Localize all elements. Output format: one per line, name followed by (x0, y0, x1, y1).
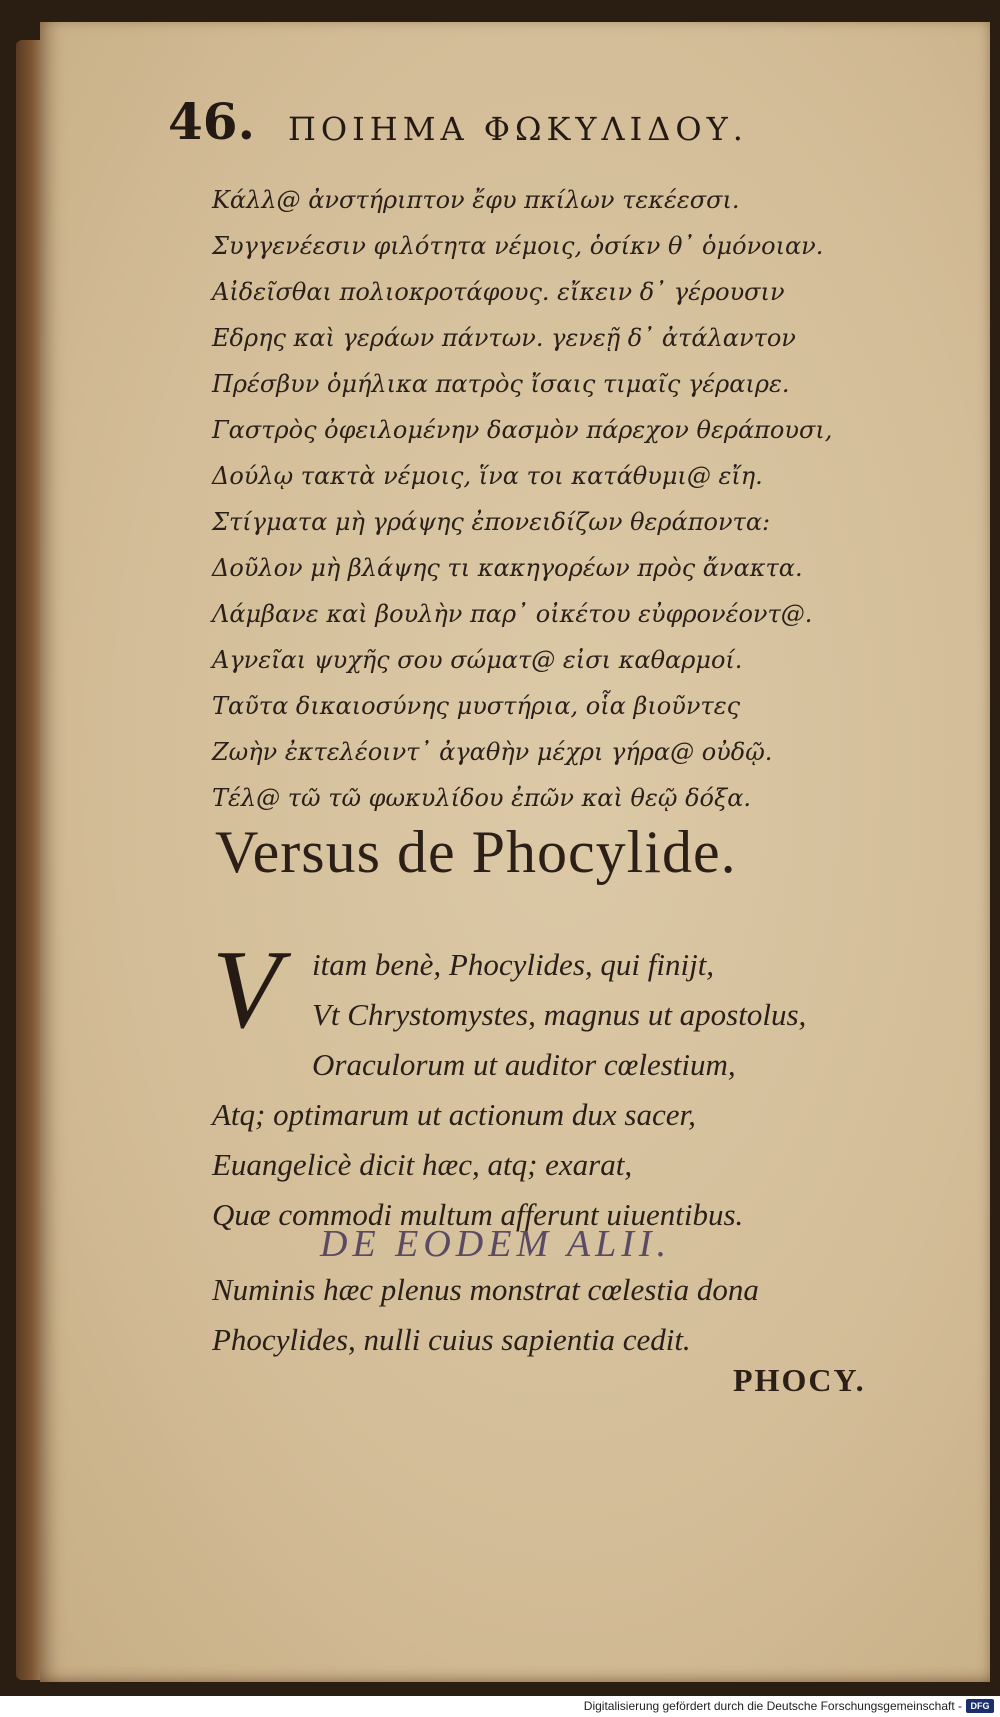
greek-line: Λάμβανε καὶ βουλὴν παρ᾽ οἰκέτου εὐφρονέοντ@. (212, 600, 813, 628)
greek-line: Κάλλ@ ἀνστήριπτον ἔφυ πκίλων τεκέεσσι. (212, 186, 740, 214)
greek-line: Γαστρὸς ὀφειλομένην δασμὸν πάρεχον θεράπουσι, (212, 416, 833, 444)
running-title: ΠΟΙΗΜΑ ΦΩΚΥΛΙΔΟΥ. (288, 110, 748, 148)
dfg-logo-icon: DFG (966, 1699, 994, 1713)
page-header (168, 92, 858, 151)
latin-line: Oraculorum ut auditor cœlestium, (312, 1047, 736, 1082)
greek-line: Δούλῳ τακτὰ νέμοις, ἵνα τοι κατάθυμι@ εἴη. (212, 462, 763, 490)
catchword: PHOCY. (733, 1362, 866, 1398)
drop-cap: V (212, 928, 281, 1052)
greek-line: Τέλ@ τῶ τῶ φωκυλίδου ἐπῶν καὶ θεῷ δόξα. (212, 784, 752, 812)
latin-line: Numinis hæc plenus monstrat cœlestia dona (212, 1272, 759, 1307)
latin-line: Euangelicè dicit hæc, atq; exarat, (212, 1147, 633, 1182)
greek-line: Δοῦλον μὴ βλάψης τι κακηγορέων πρὸς ἄνακτα. (212, 554, 803, 582)
greek-line: Αἰδεῖσθαι πολιοκροτάφους. εἴκειν δ᾽ γέρουσιν (212, 278, 785, 306)
greek-line: Ταῦτα δικαιοσύνης μυστήρια, οἷα βιοῦντες (212, 692, 741, 720)
footer-credit: Digitalisierung gefördert durch die Deutsche Forschungsgemeinschaft - (583, 1699, 962, 1713)
latin-heading: Versus de Phocylide. (215, 819, 737, 885)
greek-line: Ζωὴν ἐκτελέοιντ᾽ ἀγαθὴν μέχρι γήρα@ οὐδῷ. (212, 738, 773, 766)
page-number: 46. (168, 92, 255, 151)
latin-line: Vt Chrystomystes, magnus ut apostolus, (312, 997, 807, 1032)
latin-poem (212, 928, 852, 1240)
greek-line: Πρέσβυν ὁμήλικα πατρὸς ἴσαις τιμαῖς γέραιρε. (212, 370, 790, 398)
greek-poem (212, 177, 852, 821)
greek-line: Συγγενέεσιν φιλότητα νέμοις, ὁσίκν θ᾽ ὁμόνοιαν. (212, 232, 824, 260)
greek-line: Στίγματα μὴ γράψης ἐπονειδίζων θεράποντα: (212, 508, 771, 536)
greek-line: Εδρης καὶ γεράων πάντων. γενεῇ δ᾽ ἀτάλαντον (212, 324, 796, 352)
book-spine-edge (16, 40, 42, 1680)
latin-epigram (212, 1265, 759, 1365)
greek-line: Αγνεῖαι ψυχῆς σου σώματ@ εἰσι καθαρμοί. (212, 646, 743, 674)
latin-line: Quæ commodi multum afferunt uiuentibus. (212, 1197, 744, 1232)
subheading: DE EODEM ALII. (320, 1223, 672, 1265)
latin-line: Atq; optimarum ut actionum dux sacer, (212, 1097, 696, 1132)
latin-line: Phocylides, nulli cuius sapientia cedit. (212, 1322, 691, 1357)
latin-line: itam benè, Phocylides, qui finijt, (312, 947, 715, 982)
